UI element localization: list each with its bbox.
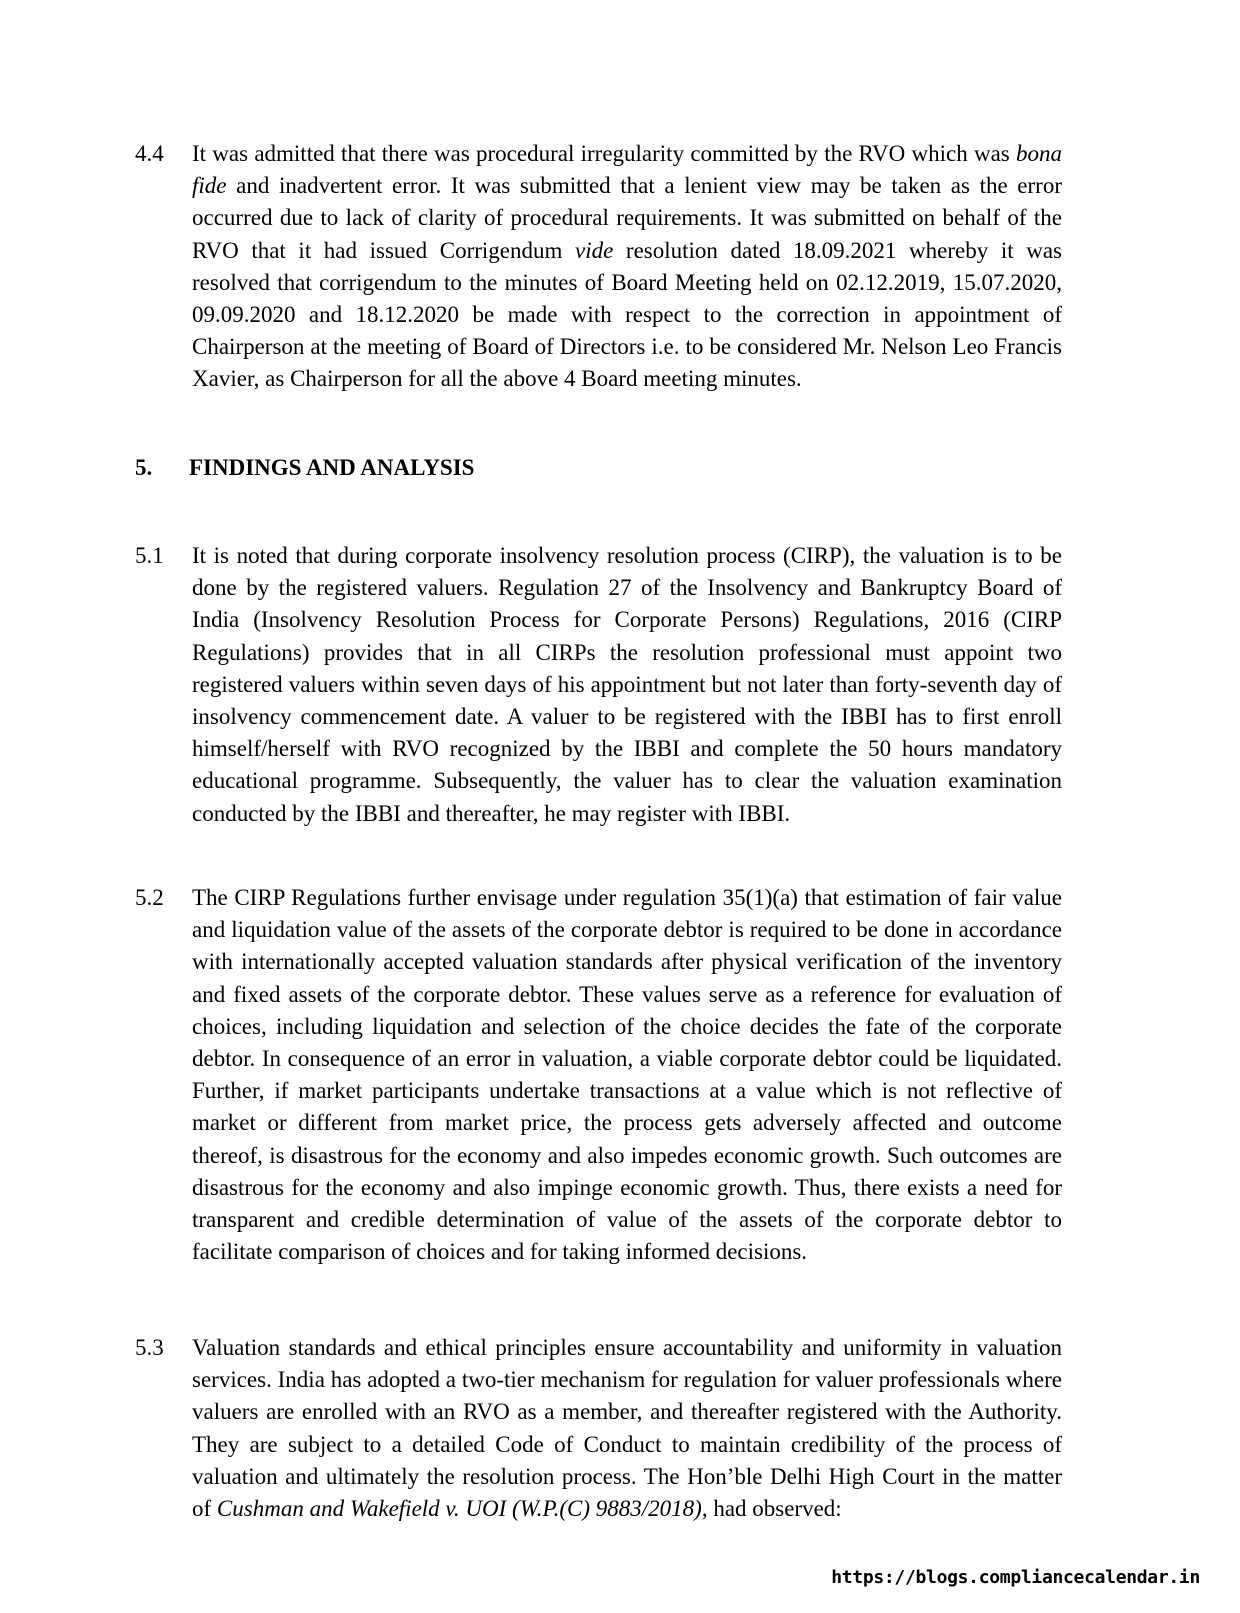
paragraph-number: 4.4 xyxy=(135,141,164,166)
paragraph-body: The CIRP Regulations further envisage under regulation 35(1)(a) that estimation of fair value and liquidation value of the assets of the corporate debtor is required to be done in accordance with internationally accepted valuation standards after physical verification of the inventory and fixed assets of the corporate debtor. These values serve as a reference for evaluation of choices, including liquidation and selection of the choice decides the fate of the corporate debtor. In consequence of an error in valuation, a viable corporate debtor could be liquidated. Further, if market participants undertake transactions at a value which is not reflective of market or different from market price, the process gets adversely affected and outcome thereof, is disastrous for the economy and also impedes economic growth. Such outcomes are disastrous for the economy and also impinge economic growth. Thus, there exists a need for transparent and credible determination of value of the assets of the corporate debtor to facilitate comparison of choices and for taking informed decisions. xyxy=(192,885,1062,1265)
italic-case-citation: Cushman and Wakefield v. UOI (W.P.(C) 9883/2018) xyxy=(216,1496,702,1522)
paragraph-number: 5.3 xyxy=(135,1335,164,1360)
text-run: , had observed: xyxy=(701,1496,842,1522)
paragraph-number: 5.2 xyxy=(135,885,164,910)
footer-url[interactable]: https://blogs.compliancecalendar.in xyxy=(831,1567,1200,1588)
section-title: FINDINGS AND ANALYSIS xyxy=(189,455,475,480)
section-number: 5. xyxy=(135,455,153,480)
paragraph-body: It is noted that during corporate insolvency resolution process (CIRP), the valuation is to be done by the registered valuers. Regulation 27 of the Insolvency and Bankruptcy Board of India (Insolvency Resolution Process for Corporate Persons) Regulations, 2016 (CIRP Regulations) provides that in all CIRPs the resolution professional must appoint two registered valuers within seven days of his appointment but not later than forty-seventh day of insolvency commencement date. A valuer to be registered with the IBBI has to first enroll himself/herself with RVO recognized by the IBBI and complete the 50 hours mandatory educational programme. Subsequently, the valuer has to clear the valuation examination conducted by the IBBI and thereafter, he may register with IBBI. xyxy=(192,543,1062,826)
text-run: Valuation standards and ethical principles ensure accountability and uniformity in valuation services. India has adopted a two-tier mechanism for regulation for valuer professionals where valuers are enrolled with an RVO as a member, and thereafter registered with the Authority. They are subject to a detailed Code of Conduct to maintain credibility of the process of valuation and ultimately the resolution process. The Hon’ble Delhi High Court in the matter of xyxy=(192,1335,1062,1522)
paragraph-5-3 xyxy=(135,1332,1062,1525)
text-run: and inadvertent error. It was submitted that a lenient view may be taken as the error occurred due to lack of clarity of procedural requirements. It was submitted on behalf of the RVO that it had issued Corrigendum xyxy=(192,173,1062,263)
paragraph-number: 5.1 xyxy=(135,543,164,568)
paragraph-5-1 xyxy=(135,540,1062,830)
paragraph-4-4 xyxy=(135,138,1062,396)
italic-text: vide xyxy=(575,237,614,263)
italic-text: bona fide xyxy=(192,141,1062,199)
paragraph-5-2 xyxy=(135,882,1062,1268)
text-run: It was admitted that there was procedural irregularity committed by the RVO which was xyxy=(192,141,1016,166)
section-heading-5 xyxy=(135,452,474,484)
paragraph-body xyxy=(192,138,1062,396)
paragraph-body xyxy=(192,1332,1062,1525)
text-run: resolution dated 18.09.2021 whereby it was resolved that corrigendum to the minutes of Board Meeting held on 02.12.2019, 15.07.2020, 09.09.2020 and 18.12.2020 be made with respect to the correction in appointment of Chairperson at the meeting of Board of Directors i.e. to be considered Mr. Nelson Leo Francis Xavier, as Chairperson for all the above 4 Board meeting minutes. xyxy=(192,237,1062,392)
